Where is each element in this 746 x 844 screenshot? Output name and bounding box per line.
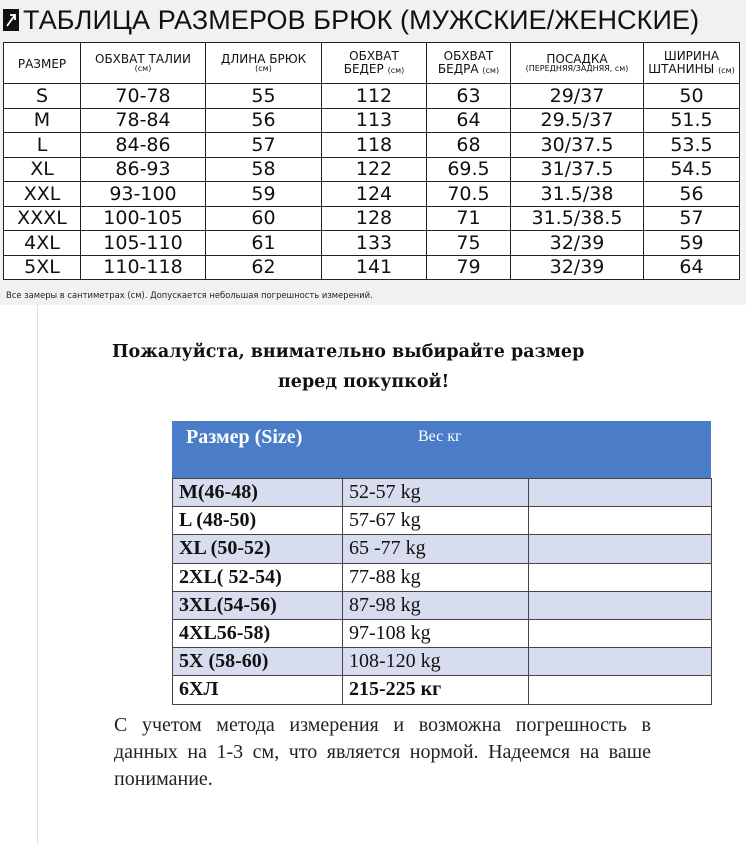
table-cell: 51.5 (644, 108, 740, 133)
table-cell: 60 (206, 206, 322, 231)
weight-cell: 215-225 кг (343, 676, 529, 704)
table-cell: 62 (206, 255, 322, 280)
chart-title-bar (3, 2, 699, 38)
header-leg-width: ШИРИНА ШТАНИНЫ (см) (644, 43, 740, 84)
table-cell: 141 (322, 255, 427, 280)
table-cell: 59 (206, 182, 322, 207)
size-cell: 5X (58-60) (173, 648, 343, 676)
divider-line (37, 305, 38, 844)
header-weight-label: Вес кг (418, 428, 462, 445)
pants-size-table (3, 42, 740, 280)
weight-cell: 97-108 kg (343, 619, 529, 647)
empty-cell (529, 563, 712, 591)
table-cell: 118 (322, 133, 427, 158)
table-cell: 57 (644, 206, 740, 231)
table-cell: 93-100 (81, 182, 206, 207)
table-cell: 122 (322, 157, 427, 182)
header-rise: ПОСАДКА (ПЕРЕДНЯЯ/ЗАДНЯЯ, см) (511, 43, 644, 84)
table-cell: 58 (206, 157, 322, 182)
size-chart-panel (0, 0, 746, 305)
table-cell: 86-93 (81, 157, 206, 182)
table-row (4, 231, 740, 256)
table-cell: 78-84 (81, 108, 206, 133)
table-row (173, 676, 712, 704)
table-cell: 31.5/38 (511, 182, 644, 207)
header-row (4, 43, 740, 84)
header-thigh: ОБХВАТ БЕДРА (см) (427, 43, 511, 84)
table-row (4, 108, 740, 133)
table-cell: 56 (206, 108, 322, 133)
header-waist: ОБХВАТ ТАЛИИ (см) (81, 43, 206, 84)
size-cell: 2XL( 52-54) (173, 563, 343, 591)
table-cell: 70-78 (81, 84, 206, 109)
size-cell: L (48-50) (173, 507, 343, 535)
size-cell: 3XL(54-56) (173, 591, 343, 619)
table-cell: 113 (322, 108, 427, 133)
header-size-label: Размер (Size) (186, 426, 303, 448)
table-row (173, 619, 712, 647)
table-cell: 110-118 (81, 255, 206, 280)
table-cell: 133 (322, 231, 427, 256)
table-row (173, 648, 712, 676)
table-row (173, 563, 712, 591)
table-cell: 105-110 (81, 231, 206, 256)
table-cell: 4XL (4, 231, 81, 256)
table-cell: 54.5 (644, 157, 740, 182)
empty-cell (529, 676, 712, 704)
size-cell: XL (50-52) (173, 535, 343, 563)
weight-table (172, 478, 712, 705)
table-cell: 31.5/38.5 (511, 206, 644, 231)
table-cell: 29.5/37 (511, 108, 644, 133)
table-cell: XXXL (4, 206, 81, 231)
weight-cell: 57-67 kg (343, 507, 529, 535)
header-size: РАЗМЕР (4, 43, 81, 84)
warning-line-2: перед покупкой! (278, 372, 450, 392)
table-cell: 61 (206, 231, 322, 256)
table-row (173, 535, 712, 563)
table-cell: 56 (644, 182, 740, 207)
table-cell: 32/39 (511, 255, 644, 280)
table-cell: 29/37 (511, 84, 644, 109)
weight-table-header (172, 421, 711, 478)
table-cell: XXL (4, 182, 81, 207)
table-cell: 31/37.5 (511, 157, 644, 182)
table-row (173, 507, 712, 535)
table-cell: S (4, 84, 81, 109)
table-row (173, 479, 712, 507)
empty-cell (529, 591, 712, 619)
table-cell: 71 (427, 206, 511, 231)
logo-icon (3, 9, 19, 31)
table-cell: 59 (644, 231, 740, 256)
table-cell: M (4, 108, 81, 133)
weight-cell: 52-57 kg (343, 479, 529, 507)
size-cell: M(46-48) (173, 479, 343, 507)
table-row (4, 206, 740, 231)
table-cell: 55 (206, 84, 322, 109)
table-cell: 128 (322, 206, 427, 231)
table-cell: 50 (644, 84, 740, 109)
weight-cell: 87-98 kg (343, 591, 529, 619)
table-cell: 68 (427, 133, 511, 158)
header-length: ДЛИНА БРЮК (см) (206, 43, 322, 84)
table-row (4, 84, 740, 109)
table-cell: 84-86 (81, 133, 206, 158)
table-cell: L (4, 133, 81, 158)
size-cell: 4XL56-58) (173, 619, 343, 647)
empty-cell (529, 507, 712, 535)
table-cell: 53.5 (644, 133, 740, 158)
weight-cell: 65 -77 kg (343, 535, 529, 563)
table-cell: 75 (427, 231, 511, 256)
empty-cell (529, 648, 712, 676)
empty-cell (529, 619, 712, 647)
table-cell: 70.5 (427, 182, 511, 207)
table-cell: 30/37.5 (511, 133, 644, 158)
weight-cell: 77-88 kg (343, 563, 529, 591)
weight-cell: 108-120 kg (343, 648, 529, 676)
table-cell: 69.5 (427, 157, 511, 182)
table-row (173, 591, 712, 619)
header-hips: ОБХВАТ БЕДЕР (см) (322, 43, 427, 84)
measurement-note: Все замеры в сантиметрах (см). Допускается небольшая погрешность измерений. (6, 290, 373, 300)
table-row (4, 157, 740, 182)
table-cell: 64 (644, 255, 740, 280)
table-cell: 32/39 (511, 231, 644, 256)
table-cell: 63 (427, 84, 511, 109)
table-row (4, 255, 740, 280)
empty-cell (529, 535, 712, 563)
table-cell: 5XL (4, 255, 81, 280)
table-cell: 112 (322, 84, 427, 109)
size-cell: 6ХЛ (173, 676, 343, 704)
warning-line-1: Пожалуйста, внимательно выбирайте размер (112, 342, 585, 362)
table-cell: 100-105 (81, 206, 206, 231)
table-row (4, 182, 740, 207)
table-cell: 57 (206, 133, 322, 158)
table-cell: 79 (427, 255, 511, 280)
table-cell: 64 (427, 108, 511, 133)
table-cell: 124 (322, 182, 427, 207)
table-row (4, 133, 740, 158)
table-cell: XL (4, 157, 81, 182)
footer-note: С учетом метода измерения и возможна погрешность в данных на 1-3 см, что является нормой. Надеемся на ваше понимание. (114, 714, 651, 790)
chart-title: ТАБЛИЦА РАЗМЕРОВ БРЮК (МУЖСКИЕ/ЖЕНСКИЕ) (23, 4, 700, 35)
empty-cell (529, 479, 712, 507)
